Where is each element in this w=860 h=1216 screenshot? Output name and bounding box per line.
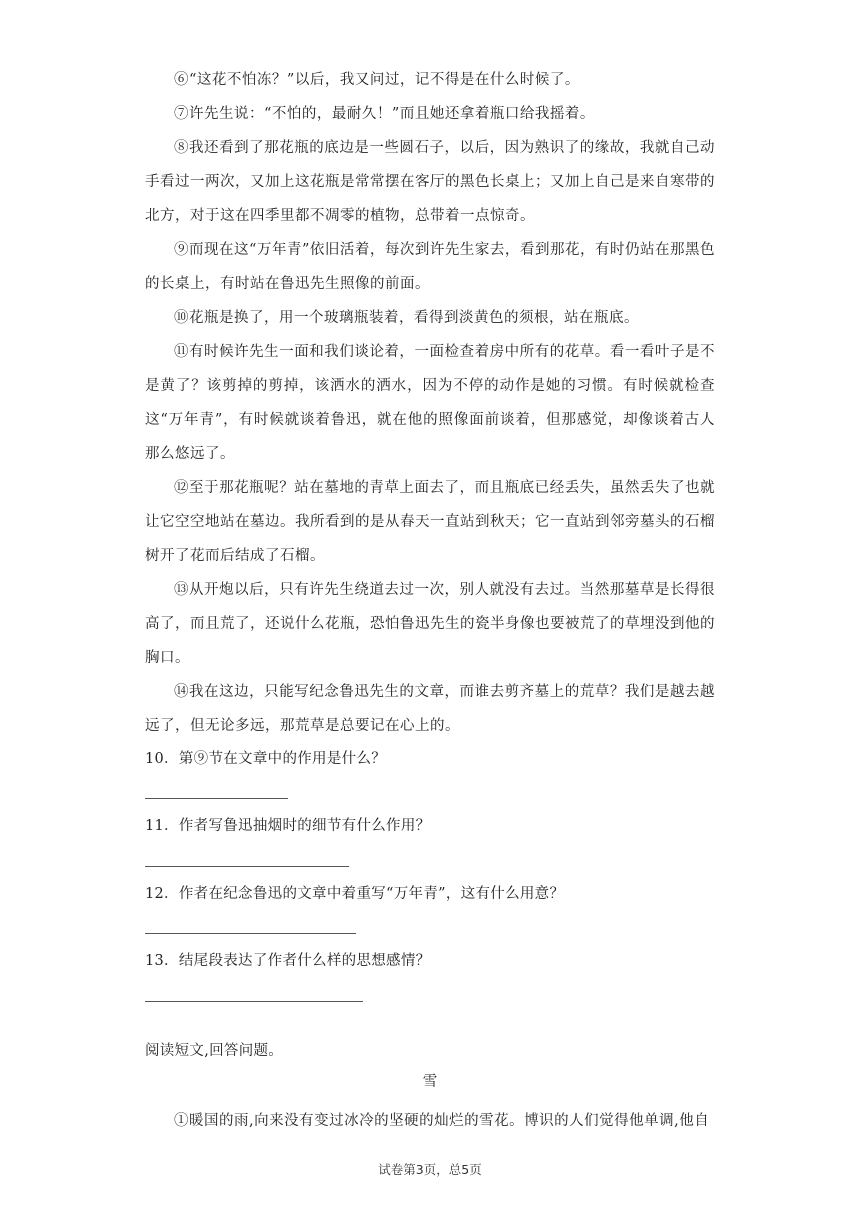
page-footer: 试卷第3页，总5页 [378,1162,482,1177]
answer-line-12[interactable] [145,933,356,934]
answer-line-10[interactable] [145,798,288,799]
question-10: 10．第⑨节在文章中的作用是什么？ [145,751,387,767]
question-12: 12．作者在纪念鲁迅的文章中着重写“万年青”，这有什么用意？ [145,886,565,902]
reading-instruction: 阅读短文,回答问题。 [145,1043,284,1059]
answer-line-13[interactable] [145,1001,363,1002]
paragraph-14: ⑭我在这边，只能写纪念鲁迅先生的文章，而谁去剪齐墓上的荒草？我们是越去越远了，但无论多远，那荒草是总要记在心上的。 [145,684,715,734]
passage-title: 雪 [422,1074,438,1090]
paragraph-snow-1: ①暖国的雨,向来没有变过冰冷的坚硬的灿烂的雪花。博识的人们觉得他单调,他自 [174,1113,710,1129]
paragraph-7: ⑦许先生说：“不怕的，最耐久！”而且她还拿着瓶口给我摇着。 [174,106,595,122]
question-11: 11．作者写鲁迅抽烟时的细节有什么作用？ [145,818,431,834]
paragraph-9: ⑨而现在这“万年青”依旧活着，每次到许先生家去，看到那花，有时仍站在那黑色的长桌上，有时站在鲁迅先生照像的前面。 [145,242,715,292]
paragraph-10: ⑩花瓶是换了，用一个玻璃瓶装着，看得到淡黄色的须根，站在瓶底。 [174,310,639,326]
paragraph-8: ⑧我还看到了那花瓶的底边是一些圆石子，以后，因为熟识了的缘故，我就自己动手看过一两次，又加上这花瓶是常常摆在客厅的黑色长桌上；又加上自己是来自寒带的北方，对于这在四季里都不凋零的植物，总带着一点惊奇。 [145,140,715,224]
paragraph-11: ⑪有时候许先生一面和我们谈论着，一面检查着房中所有的花草。看一看叶子是不是黄了？该剪掉的剪掉，该洒水的洒水，因为不停的动作是她的习惯。有时候就检查这“万年青”，有时候就谈着鲁迅，就在他的照像面前谈着，但那感觉，却像谈着古人那么悠远了。 [145,344,715,462]
question-13: 13．结尾段表达了作者什么样的思想感情？ [145,953,431,969]
paragraph-6: ⑥“这花不怕冻？”以后，我又问过，记不得是在什么时候了。 [174,72,580,88]
paragraph-12: ⑫至于那花瓶呢？站在墓地的青草上面去了，而且瓶底已经丢失，虽然丢失了也就让它空空地站在墓边。我所看到的是从春天一直站到秋天；它一直站到邻旁墓头的石榴树开了花而后结成了石榴。 [145,480,715,564]
paragraph-13: ⑬从开炮以后，只有许先生绕道去过一次，别人就没有去过。当然那墓草是长得很高了，而且荒了，还说什么花瓶，恐怕鲁迅先生的瓷半身像也要被荒了的草埋没到他的胸口。 [145,582,715,666]
answer-line-11[interactable] [145,866,349,867]
